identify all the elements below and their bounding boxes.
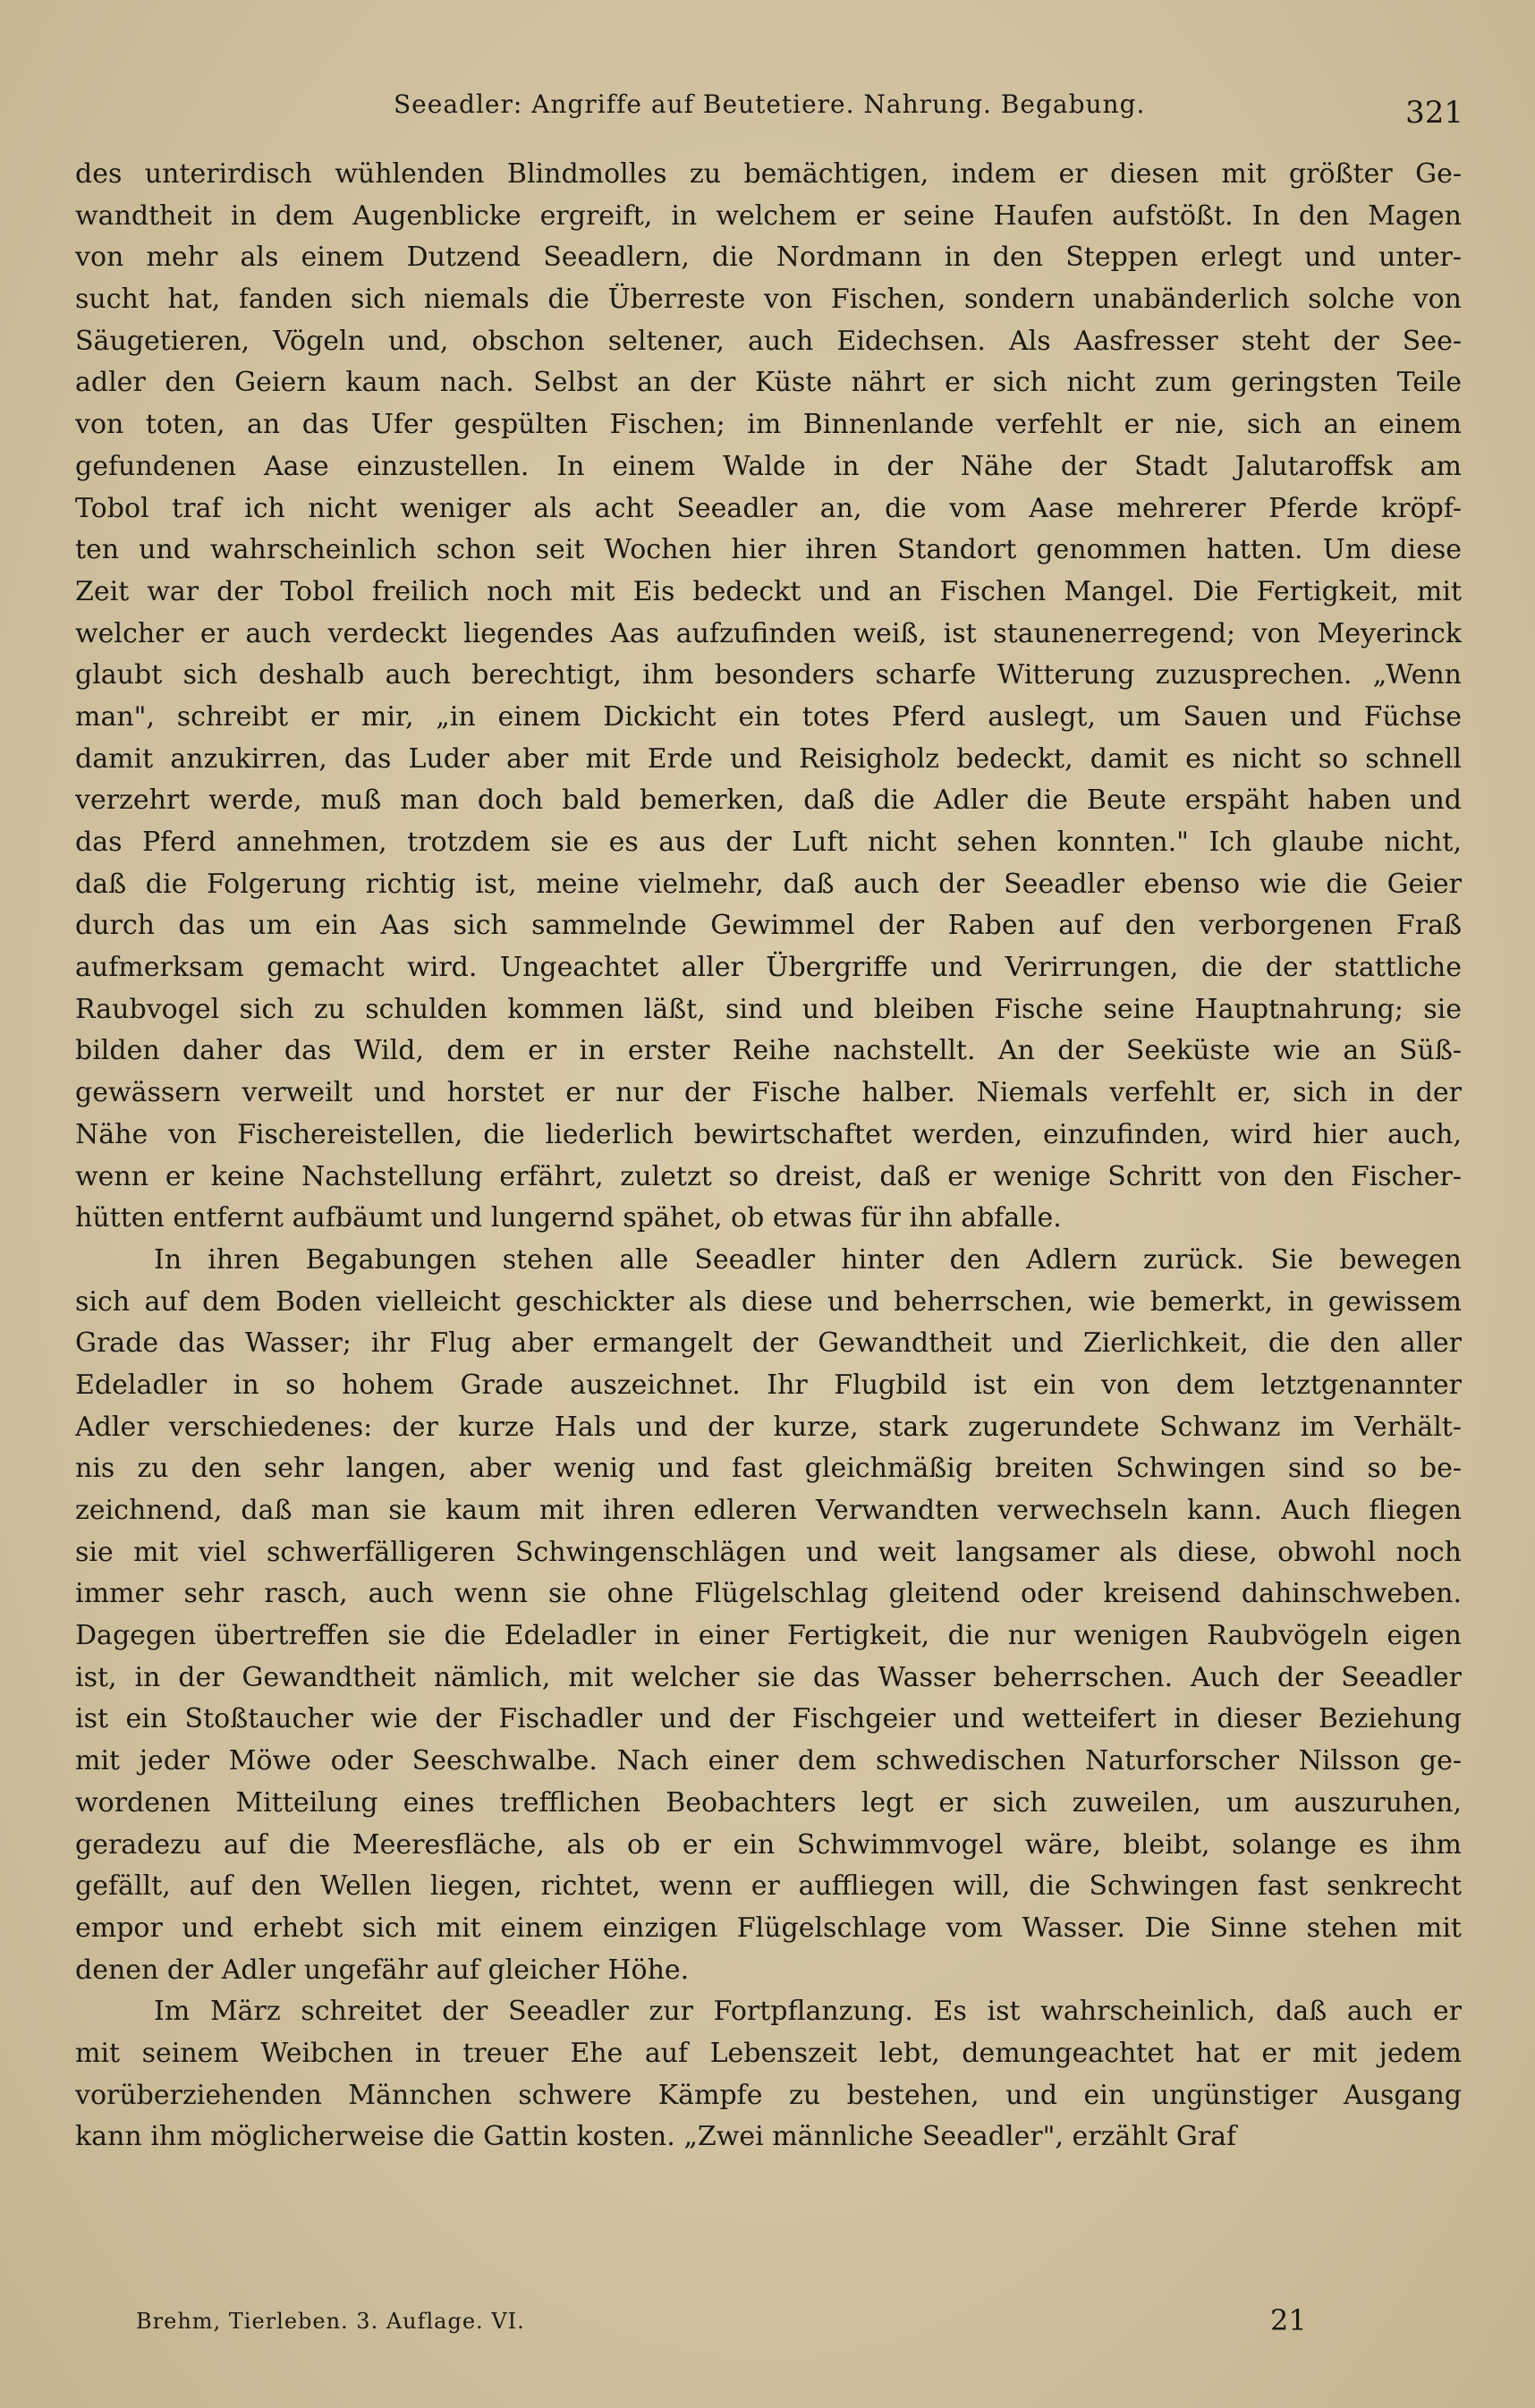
text-line: Im März schreitet der Seeadler zur Fortpflanzung. Es ist wahrscheinlich, daß auch er	[154, 1996, 1462, 2028]
text-line: zeichnend, daß man sie kaum mit ihren edleren Verwandten verwechseln kann. Auch fliegen	[75, 1495, 1462, 1526]
text-line: Raubvogel sich zu schulden kommen läßt, sind und bleiben Fische seine Hauptnahrung; sie	[75, 993, 1462, 1025]
paragraph	[75, 154, 1462, 1240]
text-line: kann ihm möglicherweise die Gattin kosten. „Zwei männliche Seeadler", erzählt Graf	[75, 2121, 1237, 2153]
text-line: durch das um ein Aas sich sammelnde Gewimmel der Raben auf den verborgenen Fraß	[75, 910, 1462, 942]
page-footer	[0, 2303, 1535, 2348]
text-line: vorüberziehenden Männchen schwere Kämpfe zu bestehen, und ein ungünstiger Ausgang	[75, 2079, 1462, 2111]
text-line: ten und wahrscheinlich schon seit Wochen hier ihren Standort genommen hatten. Um diese	[75, 534, 1462, 566]
page-number: 321	[1405, 95, 1463, 131]
text-line: wordenen Mitteilung eines trefflichen Beobachters legt er sich zuweilen, um auszuruhen,	[75, 1786, 1462, 1819]
text-line: wenn er keine Nachstellung erfährt, zuletzt so dreist, daß er wenige Schritt von den Fischer-	[75, 1160, 1462, 1192]
text-line: adler den Geiern kaum nach. Selbst an der Küste nährt er sich nicht zum geringsten Teile	[75, 367, 1462, 399]
running-head	[0, 89, 1535, 132]
text-line: gefundenen Aase einzustellen. In einem Walde in der Nähe der Stadt Jalutaroffsk am	[75, 450, 1462, 482]
text-line: mit jeder Möwe oder Seeschwalbe. Nach einer dem schwedischen Naturforscher Nilsson ge-	[75, 1745, 1462, 1777]
text-line: geradezu auf die Meeresfläche, als ob er ein Schwimmvogel wäre, bleibt, solange es ihm	[75, 1828, 1462, 1861]
text-line: denen der Adler ungefähr auf gleicher Höhe.	[75, 1954, 690, 1986]
text-line: gewässern verweilt und horstet er nur der Fische halber. Niemals verfehlt er, sich in der	[75, 1077, 1462, 1109]
text-line: empor und erhebt sich mit einem einzigen Flügelschlage vom Wasser. Die Sinne stehen mit	[75, 1912, 1462, 1944]
text-line: bilden daher das Wild, dem er in erster Reihe nachstellt. An der Seeküste wie an Süß-	[75, 1035, 1462, 1067]
text-line: Nähe von Fischereistellen, die liederlich bewirtschaftet werden, einzufinden, wird hier auch,	[75, 1118, 1462, 1150]
body-text	[75, 154, 1462, 2158]
text-line: immer sehr rasch, auch wenn sie ohne Flügelschlag gleitend oder kreisend dahinschweben.	[75, 1578, 1462, 1610]
text-line: das Pferd annehmen, trotzdem sie es aus der Luft nicht sehen konnten." Ich glaube nicht,	[75, 827, 1462, 858]
text-line: Zeit war der Tobol freilich noch mit Eis bedeckt und an Fischen Mangel. Die Fertigkeit, mit	[75, 575, 1462, 607]
text-line: sich auf dem Boden vielleicht geschickter als diese und beherrschen, wie bemerkt, in gewissem	[75, 1285, 1462, 1318]
text-line: Edeladler in so hohem Grade auszeichnet. Ihr Flugbild ist ein von dem letztgenannter	[75, 1369, 1462, 1401]
text-line: man", schreibt er mir, „in einem Dickicht ein totes Pferd auslegt, um Sauen und Füchse	[75, 700, 1462, 733]
text-line: von toten, an das Ufer gespülten Fischen; im Binnenlande verfehlt er nie, sich an einem	[75, 409, 1462, 441]
text-line: nis zu den sehr langen, aber wenig und fast gleichmäßig breiten Schwingen sind so be-	[75, 1453, 1462, 1485]
text-line: gefällt, auf den Wellen liegen, richtet, wenn er auffliegen will, die Schwingen fast senkrecht	[75, 1870, 1462, 1903]
text-line: welcher er auch verdeckt liegendes Aas aufzufinden weiß, ist staunenerregend; von Meyerinck	[75, 617, 1462, 649]
text-line: mit seinem Weibchen in treuer Ehe auf Lebenszeit lebt, demungeachtet hat er mit jedem	[75, 2037, 1462, 2069]
text-line: aufmerksam gemacht wird. Ungeachtet aller Übergriffe und Verirrungen, die der stattliche	[75, 952, 1462, 984]
text-line: sie mit viel schwerfälligeren Schwingenschlägen und weit langsamer als diese, obwohl noch	[75, 1536, 1462, 1568]
text-line: Adler verschiedenes: der kurze Hals und der kurze, stark zugerundete Schwanz im Verhält-	[75, 1411, 1462, 1443]
text-line: glaubt sich deshalb auch berechtigt, ihm besonders scharfe Witterung zuzusprechen. „Wenn	[75, 659, 1462, 691]
imprint-line: Brehm, Tierleben. 3. Auflage. VI.	[136, 2309, 525, 2334]
paragraph	[75, 1991, 1462, 2158]
text-line: von mehr als einem Dutzend Seeadlern, die Nordmann in den Steppen erlegt und unter-	[75, 242, 1462, 274]
text-line: hütten entfernt aufbäumt und lungernd spähet, ob etwas für ihn abfalle.	[75, 1202, 1062, 1234]
text-line: damit anzukirren, das Luder aber mit Erde und Reisigholz bedeckt, damit es nicht so schnell	[75, 742, 1462, 775]
text-line: des unterirdisch wühlenden Blindmolles zu bemächtigen, indem er diesen mit größter Ge-	[75, 158, 1462, 190]
text-line: sucht hat, fanden sich niemals die Überreste von Fischen, sondern unabänderlich solche von	[75, 284, 1462, 316]
text-line: ist ein Stoßtaucher wie der Fischadler und der Fischgeier und wetteifert in dieser Beziehung	[75, 1703, 1462, 1735]
text-line: Tobol traf ich nicht weniger als acht Seeadler an, die vom Aase mehrerer Pferde kröpf-	[75, 492, 1462, 524]
sheet-signature: 21	[1270, 2303, 1307, 2337]
text-line: In ihren Begabungen stehen alle Seeadler hinter den Adlern zurück. Sie bewegen	[154, 1243, 1462, 1276]
running-title: Seeadler: Angriffe auf Beutetiere. Nahrung. Begabung.	[394, 89, 1146, 119]
text-line: wandtheit in dem Augenblicke ergreift, in welchem er seine Haufen aufstößt. In den Magen	[75, 199, 1462, 232]
paragraph	[75, 1240, 1462, 1991]
text-line: Grade das Wasser; ihr Flug aber ermangelt der Gewandtheit und Zierlichkeit, die den aller	[75, 1327, 1462, 1360]
text-line: ist, in der Gewandtheit nämlich, mit welcher sie das Wasser beherrschen. Auch der Seeadler	[75, 1661, 1462, 1693]
text-line: Säugetieren, Vögeln und, obschon seltener, auch Eidechsen. Als Aasfresser steht der See-	[75, 325, 1462, 357]
text-line: verzehrt werde, muß man doch bald bemerken, daß die Adler die Beute erspäht haben und	[75, 784, 1462, 817]
text-line: daß die Folgerung richtig ist, meine vielmehr, daß auch der Seeadler ebenso wie die Geier	[75, 868, 1462, 900]
text-line: Dagegen übertreffen sie die Edeladler in einer Fertigkeit, die nur wenigen Raubvögeln eigen	[75, 1620, 1462, 1652]
